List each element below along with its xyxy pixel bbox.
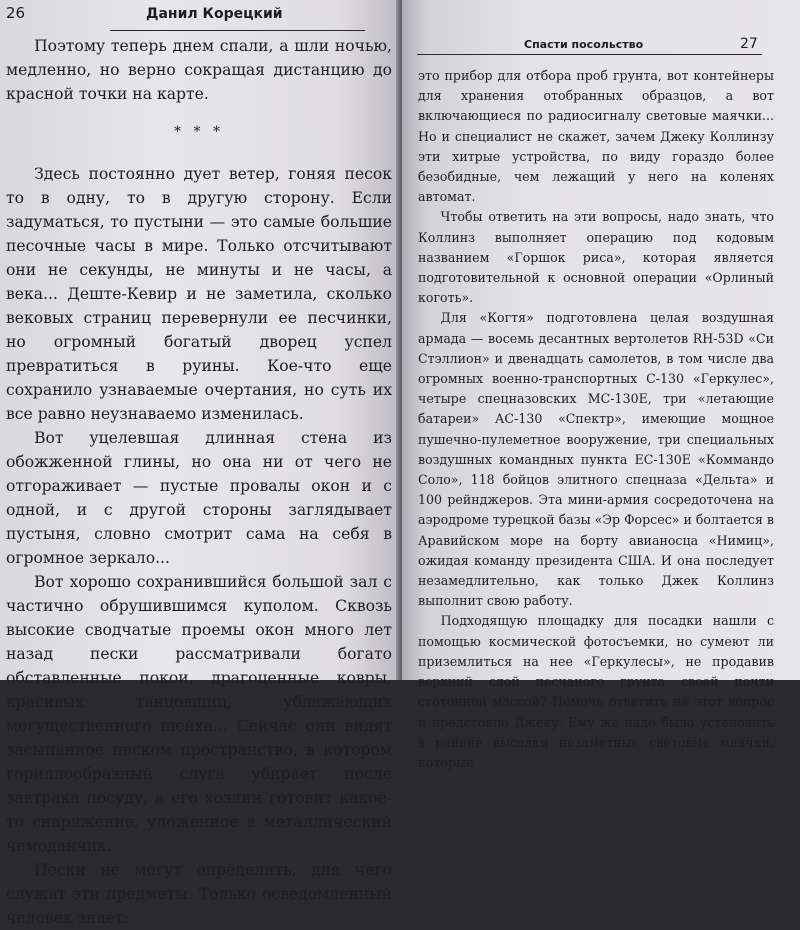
right-head-rule bbox=[417, 54, 762, 55]
left-page-text bbox=[6, 34, 392, 930]
right-page-number: 27 bbox=[740, 36, 758, 52]
paragraph: Вот уцелевшая длинная стена из обожженной глины, но она ни от чего не отгораживает — пустые провалы окон и с одной, и с другой стороны заглядывает пустыня, словно смотрит сама на себя в огромное зеркало... bbox=[6, 429, 392, 567]
left-head-rule bbox=[110, 30, 365, 31]
paragraph: Поэтому теперь днем спали, а шли ночью, медленно, но верно сокращая дистанцию до красной точки на карте. bbox=[6, 37, 392, 103]
left-page bbox=[0, 0, 400, 927]
paragraph: Подходящую площадку для посадки нашли с помощью космической фотосъемки, но сумеют ли приземлиться на нее «Геркулесы», не продавив верхний слой песчаного грунта своей почти стотонной массой? Помочь ответить на этот вопрос и предстояло Джеку. Ему же надо было установить в районе высадки незаметные световые маячки, которые bbox=[418, 613, 774, 770]
left-page-number: 26 bbox=[6, 4, 26, 22]
paragraph: Пески не могут определить, для чего служат эти предметы. Только осведомленный человек знает: bbox=[6, 861, 392, 927]
right-running-title: Спасти посольство bbox=[524, 38, 644, 51]
paragraph: это прибор для отбора проб грунта, вот контейнеры для хранения отобранных образцов, а вот включающиеся по радиосигналу световые маячки... Но и специалист не скажет, зачем Джеку Коллинзу эти хитрые устройства, по виду гораздо более безобидные, чем лежащий у него на коленях автомат. bbox=[418, 68, 774, 205]
right-page bbox=[402, 0, 800, 770]
paragraph: Чтобы ответить на эти вопросы, надо знать, что Коллинз выполняет операцию под кодовым названием «Горшок риса», которая является подготовительной к основной операции «Орлиный коготь». bbox=[418, 209, 774, 306]
right-running-head bbox=[402, 4, 800, 52]
left-running-title: Данил Корецкий bbox=[146, 6, 283, 22]
paragraph: Для «Когтя» подготовлена целая воздушная армада — восемь десантных вертолетов RH-53D «Си Стэллион» и двенадцать самолетов, в том числе два огромных военно-транспортных С-130 «Геркулес», четыре спецназовских МС-130Е, три «летающие батареи» АС-130 «Спектр», имеющие мощное пушечно-пулеметное вооружение, три специальных воздушных командных пункта ЕС-130Е «Коммандо Соло», 118 бойцов элитного спецназа «Дельта» и 100 рейнджеров. Эта мини-армия сосредоточена на аэродроме турецкой базы «Эр Форсес» и болтается в Аравийском море на борту авианосца «Нимиц», ожидая команду президента США. И она последует незамедлительно, как только Джек Коллинз выполнит свою работу. bbox=[418, 310, 775, 609]
paragraph: Здесь постоянно дует ветер, гоняя песок то в одну, то в другую сторону. Если задуматься, то пустыни — это самые большие песочные часы в мире. Только отсчитывают они не секунды, не минуты и не часы, а века... Деште-Кевир и не заметила, сколько вековых страниц перевернули ее песчинки, но огромный богатый дворец успел превратиться в руины. Кое-что еще сохранило узнаваемые очертания, но суть их все равно неузнаваемо изменилась. bbox=[6, 165, 392, 423]
right-page-text bbox=[418, 66, 774, 773]
paragraph: Вот хорошо сохранившийся большой зал с частично обрушившимся куполом. Сквозь высокие сводчатые проемы окон много лет назад пески рассматривали богато обставленные покои, драгоценные ковры, красивых танцовщиц, ублажающих могущественного шейха... Сейчас они видят засыпанное песком пространство, в котором гориллообразный слуга убирает после завтрака посуду, а его хозяин готовит какое-то снаряжение, уложенное в металлический чемоданчик. bbox=[6, 573, 392, 855]
left-running-head bbox=[0, 4, 400, 26]
section-separator: * * * bbox=[174, 124, 224, 140]
